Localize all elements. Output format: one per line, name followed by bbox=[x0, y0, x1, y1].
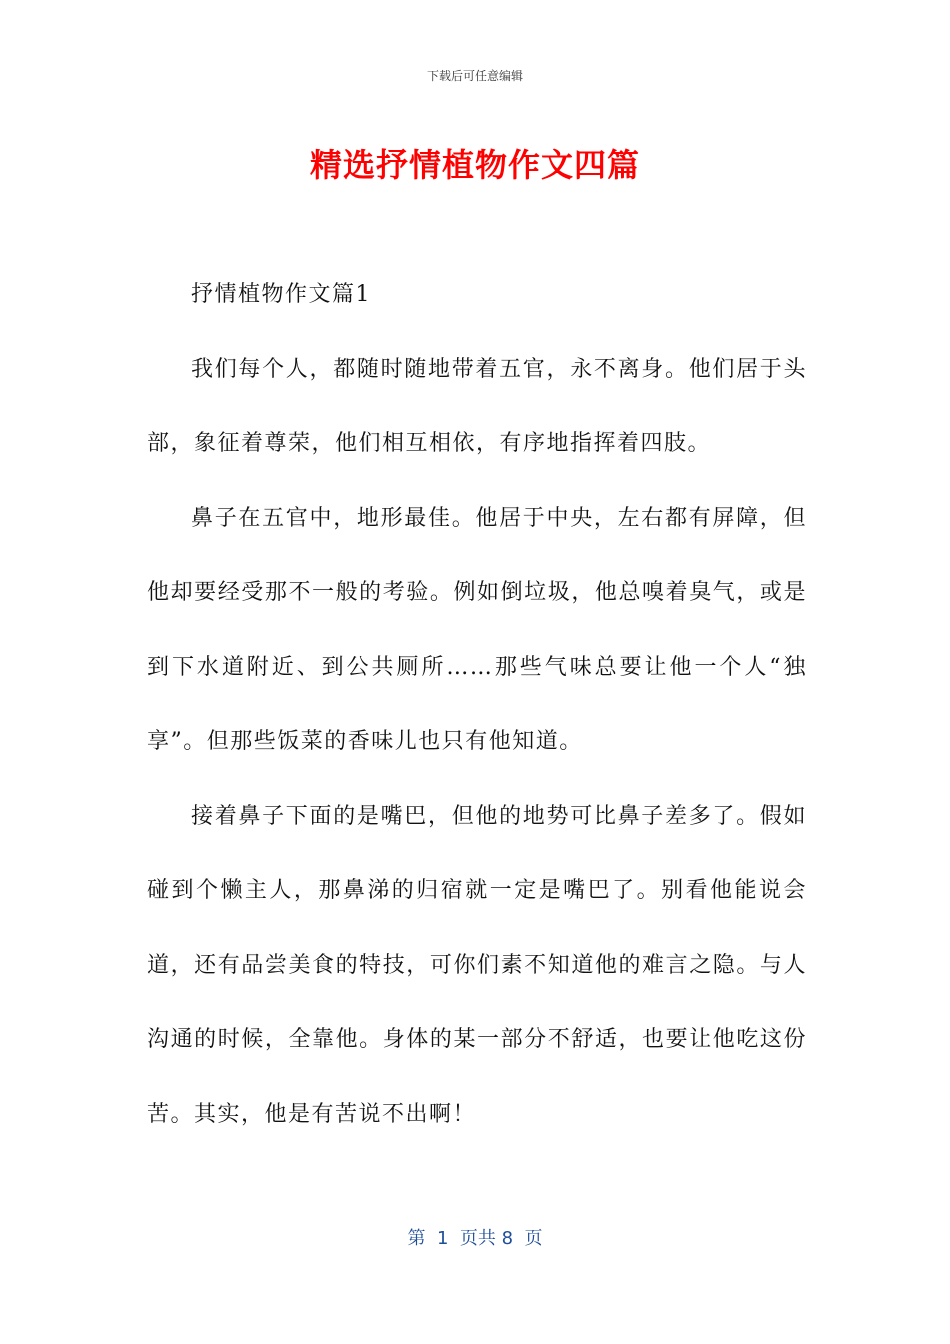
header-note: 下载后可任意编辑 bbox=[426, 69, 523, 83]
document-body bbox=[147, 258, 807, 1152]
paragraph: 鼻子在五官中，地形最佳。他居于中央，左右都有屏障，但他却要经受那不一般的考验。例如倒垃圾，他总嗅着臭气，或是到下水道附近、到公共厕所……那些气味总要让他一个人“独享”。但那些饭菜的香味儿也只有他知道。 bbox=[147, 505, 807, 754]
paragraph: 我们每个人，都随时随地带着五官，永不离身。他们居于头部，象征着尊荣，他们相互相依，有序地指挥着四肢。 bbox=[147, 356, 807, 456]
page-number-footer: 第 1 页共 8 页 bbox=[407, 1228, 543, 1249]
paragraph: 接着鼻子下面的是嘴巴，但他的地势可比鼻子差多了。假如碰到个懒主人，那鼻涕的归宿就一定是嘴巴了。别看他能说会道，还有品尝美食的特技，可你们素不知道他的难言之隐。与人沟通的时候，全靠他。身体的某一部分不舒适，也要让他吃这份苦。其实，他是有苦说不出啊！ bbox=[147, 803, 807, 1127]
section-heading: 抒情植物作文篇1 bbox=[191, 282, 371, 307]
document-title: 精选抒情植物作文四篇 bbox=[309, 146, 640, 184]
